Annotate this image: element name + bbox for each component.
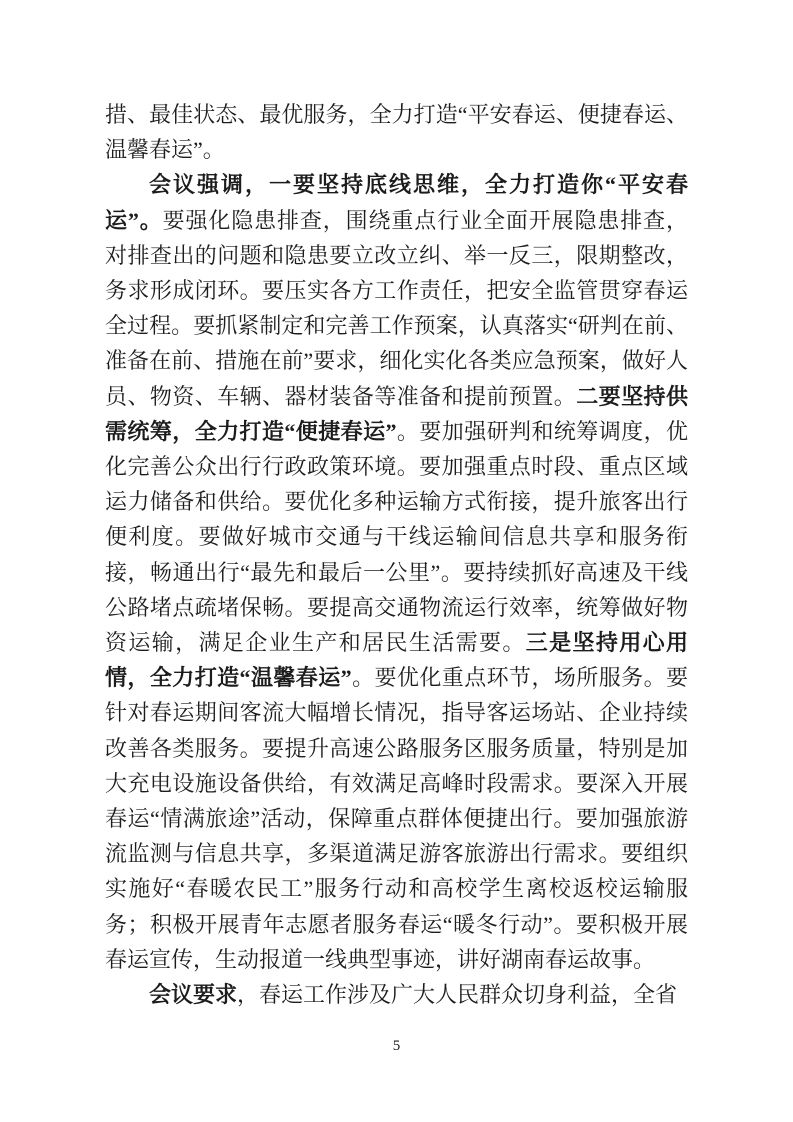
bold-text-run: 会议要求 — [149, 982, 238, 1008]
paragraph — [105, 167, 688, 977]
text-run: 要强化隐患排查，围绕重点行业全面开展隐患排查，对排查出的问题和隐患要立改立纠、举一反三，限期整改，务求形成闭环。要压实各方工作责任，把安全监管贯穿春运全过程。要抓紧制定和完善工作预案，认真落实“研判在前、准备在前、措施在前”要求，细化实化各类应急预案，做好人员、物资、车辆、器材装备等准备和提前预置。 — [105, 207, 688, 409]
bold-text-run: 三是坚持用心用情，全力打造“温馨春运” — [105, 630, 688, 691]
text-run: 。要优化重点环节，场所服务。要针对春运期间客流大幅增长情况，指导客运场站、企业持续改善各类服务。要提升高速公路服务区服务质量，特别是加大充电设施设备供给，有效满足高峰时段需求。要深入开展春运“情满旅途”活动，保障重点群体便捷出行。要加强旅游流监测与信息共享，多渠道满足游客旅游出行需求。要组织实施好“春暖农民工”服务行动和高校学生离校返校运输服务；积极开展青年志愿者服务春运“暖冬行动”。要积极开展春运宣传，生动报道一线典型事迹，讲好湖南春运故事。 — [105, 665, 688, 972]
text-run: 措、最佳状态、最优服务，全力打造“平安春运、便捷春运、温馨春运”。 — [105, 102, 688, 163]
text-run: 。要加强研判和统筹调度，优化完善公众出行行政政策环境。要加强重点时段、重点区域运力储备和供给。要优化多种运输方式衔接，提升旅客出行便利度。要做好城市交通与干线运输间信息共享和服务衔接，畅通出行“最先和最后一公里”。要持续抓好高速及干线公路堵点疏堵保畅。要提高交通物流运行效率，统筹做好物资运输，满足企业生产和居民生活需要。 — [105, 418, 688, 656]
bold-text-run: 二要坚持供需统筹，全力打造“便捷春运” — [105, 383, 688, 444]
paragraph — [105, 977, 688, 1012]
text-run: ，春运工作涉及广大人民群众切身利益，全省 — [237, 982, 678, 1008]
page-number: 5 — [392, 1038, 401, 1054]
paragraph — [105, 97, 688, 167]
bold-text-run: 会议强调，一要坚持底线思维，全力打造你“平安春运”。 — [105, 172, 688, 233]
document-body — [105, 97, 688, 1012]
